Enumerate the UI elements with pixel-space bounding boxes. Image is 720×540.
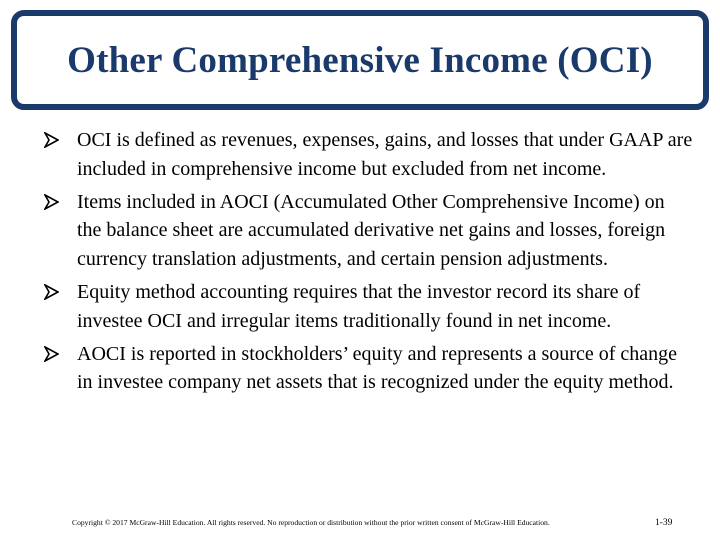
copyright-footer: Copyright © 2017 McGraw-Hill Education. All rights reserved. No reproduction or distribution without the prior written consent of McGraw-Hill Education. (72, 518, 550, 527)
bullet-text: Items included in AOCI (Accumulated Other Comprehensive Income) on the balance sheet are accumulated derivative net gains and losses, foreign currency translation adjustments, and certain pension adjustments. (77, 190, 666, 270)
arrowhead-bullet-icon (44, 126, 64, 154)
slide-title: Other Comprehensive Income (OCI) (67, 39, 653, 81)
bullet-item (44, 278, 694, 335)
arrowhead-bullet-icon (44, 188, 64, 216)
bullet-text: OCI is defined as revenues, expenses, gains, and losses that under GAAP are included in comprehensive income but excluded from net income. (77, 129, 693, 180)
bullet-item (44, 188, 694, 274)
bullet-item (44, 340, 694, 397)
arrowhead-bullet-icon (44, 340, 64, 368)
page-number: 1-39 (655, 518, 673, 528)
bullet-list (44, 126, 694, 401)
bullet-text: Equity method accounting requires that the investor record its share of investee OCI and irregular items traditionally found in net income. (77, 280, 641, 332)
bullet-item (44, 126, 694, 183)
title-frame (11, 10, 709, 110)
arrowhead-bullet-icon (44, 278, 64, 306)
bullet-text: AOCI is reported in stockholders’ equity and represents a source of change in investee company net assets that is recognized under the equity method. (77, 342, 677, 394)
